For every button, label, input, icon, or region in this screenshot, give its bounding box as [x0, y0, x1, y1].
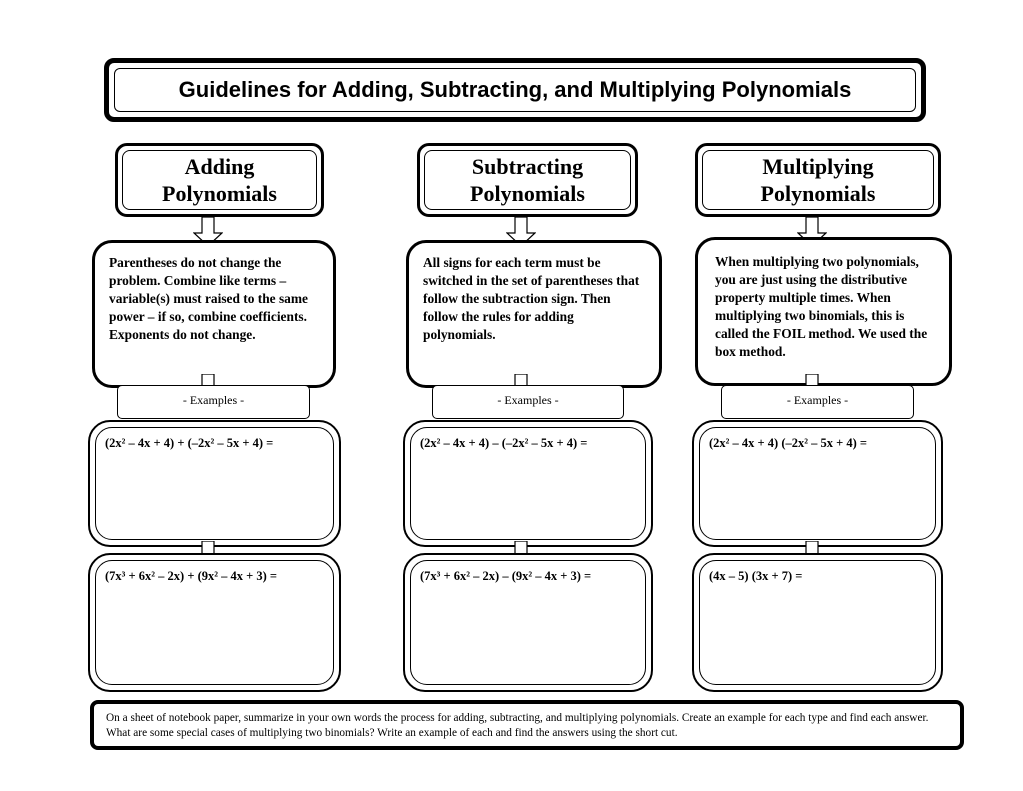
header-multiplying-text	[761, 153, 876, 207]
header-adding-line1: Adding	[184, 154, 255, 179]
problem-box-adding-2	[88, 553, 341, 692]
problem-subtracting-2: (7x³ + 6x² – 2x) – (9x² – 4x + 3) =	[420, 569, 592, 583]
description-subtracting: All signs for each term must be switched in the set of parentheses that follow the subtraction sign. Then follow the rules for adding polynomials.	[406, 240, 662, 388]
problem-box-multiplying-2	[692, 553, 943, 692]
problem-adding-1: (2x² – 4x + 4) + (–2x² – 5x + 4) =	[105, 436, 274, 450]
examples-label-multiplying: - Examples -	[721, 385, 914, 419]
page-title: Guidelines for Adding, Subtracting, and Multiplying Polynomials	[178, 77, 852, 102]
problem-box-multiplying-1	[692, 420, 943, 547]
header-subtracting	[417, 143, 638, 217]
header-adding-text	[162, 153, 277, 207]
header-multiplying-line1: Multiplying	[762, 154, 874, 179]
title-inner	[114, 68, 916, 112]
footer-instructions: On a sheet of notebook paper, summarize in your own words the process for adding, subtracting, and multiplying polynomials. Create an example for each type and find each answer. What are some special cases of multiplying two binomials? Write an example of each and find the answers using the short cut.	[90, 700, 964, 750]
description-multiplying: When multiplying two polynomials, you are just using the distributive property multiple times. When multiplying two binomials, this is called the FOIL method. We used the box method.	[695, 237, 952, 386]
examples-label-subtracting: - Examples -	[432, 385, 624, 419]
header-adding	[115, 143, 324, 217]
header-multiplying-inner	[702, 150, 934, 210]
problem-adding-2: (7x³ + 6x² – 2x) + (9x² – 4x + 3) =	[105, 569, 278, 583]
header-subtracting-inner	[424, 150, 631, 210]
header-subtracting-text	[470, 153, 585, 207]
problem-box-adding-1	[88, 420, 341, 547]
header-adding-line2: Polynomials	[162, 181, 277, 206]
header-subtracting-line2: Polynomials	[470, 181, 585, 206]
problem-box-subtracting-2	[403, 553, 653, 692]
problem-multiplying-2: (4x – 5) (3x + 7) =	[709, 569, 803, 583]
description-adding: Parentheses do not change the problem. Combine like terms – variable(s) must raised to the same power – if so, combine coefficients. Exponents do not change.	[92, 240, 336, 388]
problem-box-subtracting-1	[403, 420, 653, 547]
problem-subtracting-1: (2x² – 4x + 4) – (–2x² – 5x + 4) =	[420, 436, 588, 450]
problem-multiplying-1: (2x² – 4x + 4) (–2x² – 5x + 4) =	[709, 436, 868, 450]
header-multiplying-line2: Polynomials	[760, 181, 876, 206]
header-adding-inner	[122, 150, 317, 210]
title-box	[104, 58, 926, 122]
header-multiplying	[695, 143, 941, 217]
header-subtracting-line1: Subtracting	[471, 154, 584, 179]
examples-label-adding: - Examples -	[117, 385, 310, 419]
